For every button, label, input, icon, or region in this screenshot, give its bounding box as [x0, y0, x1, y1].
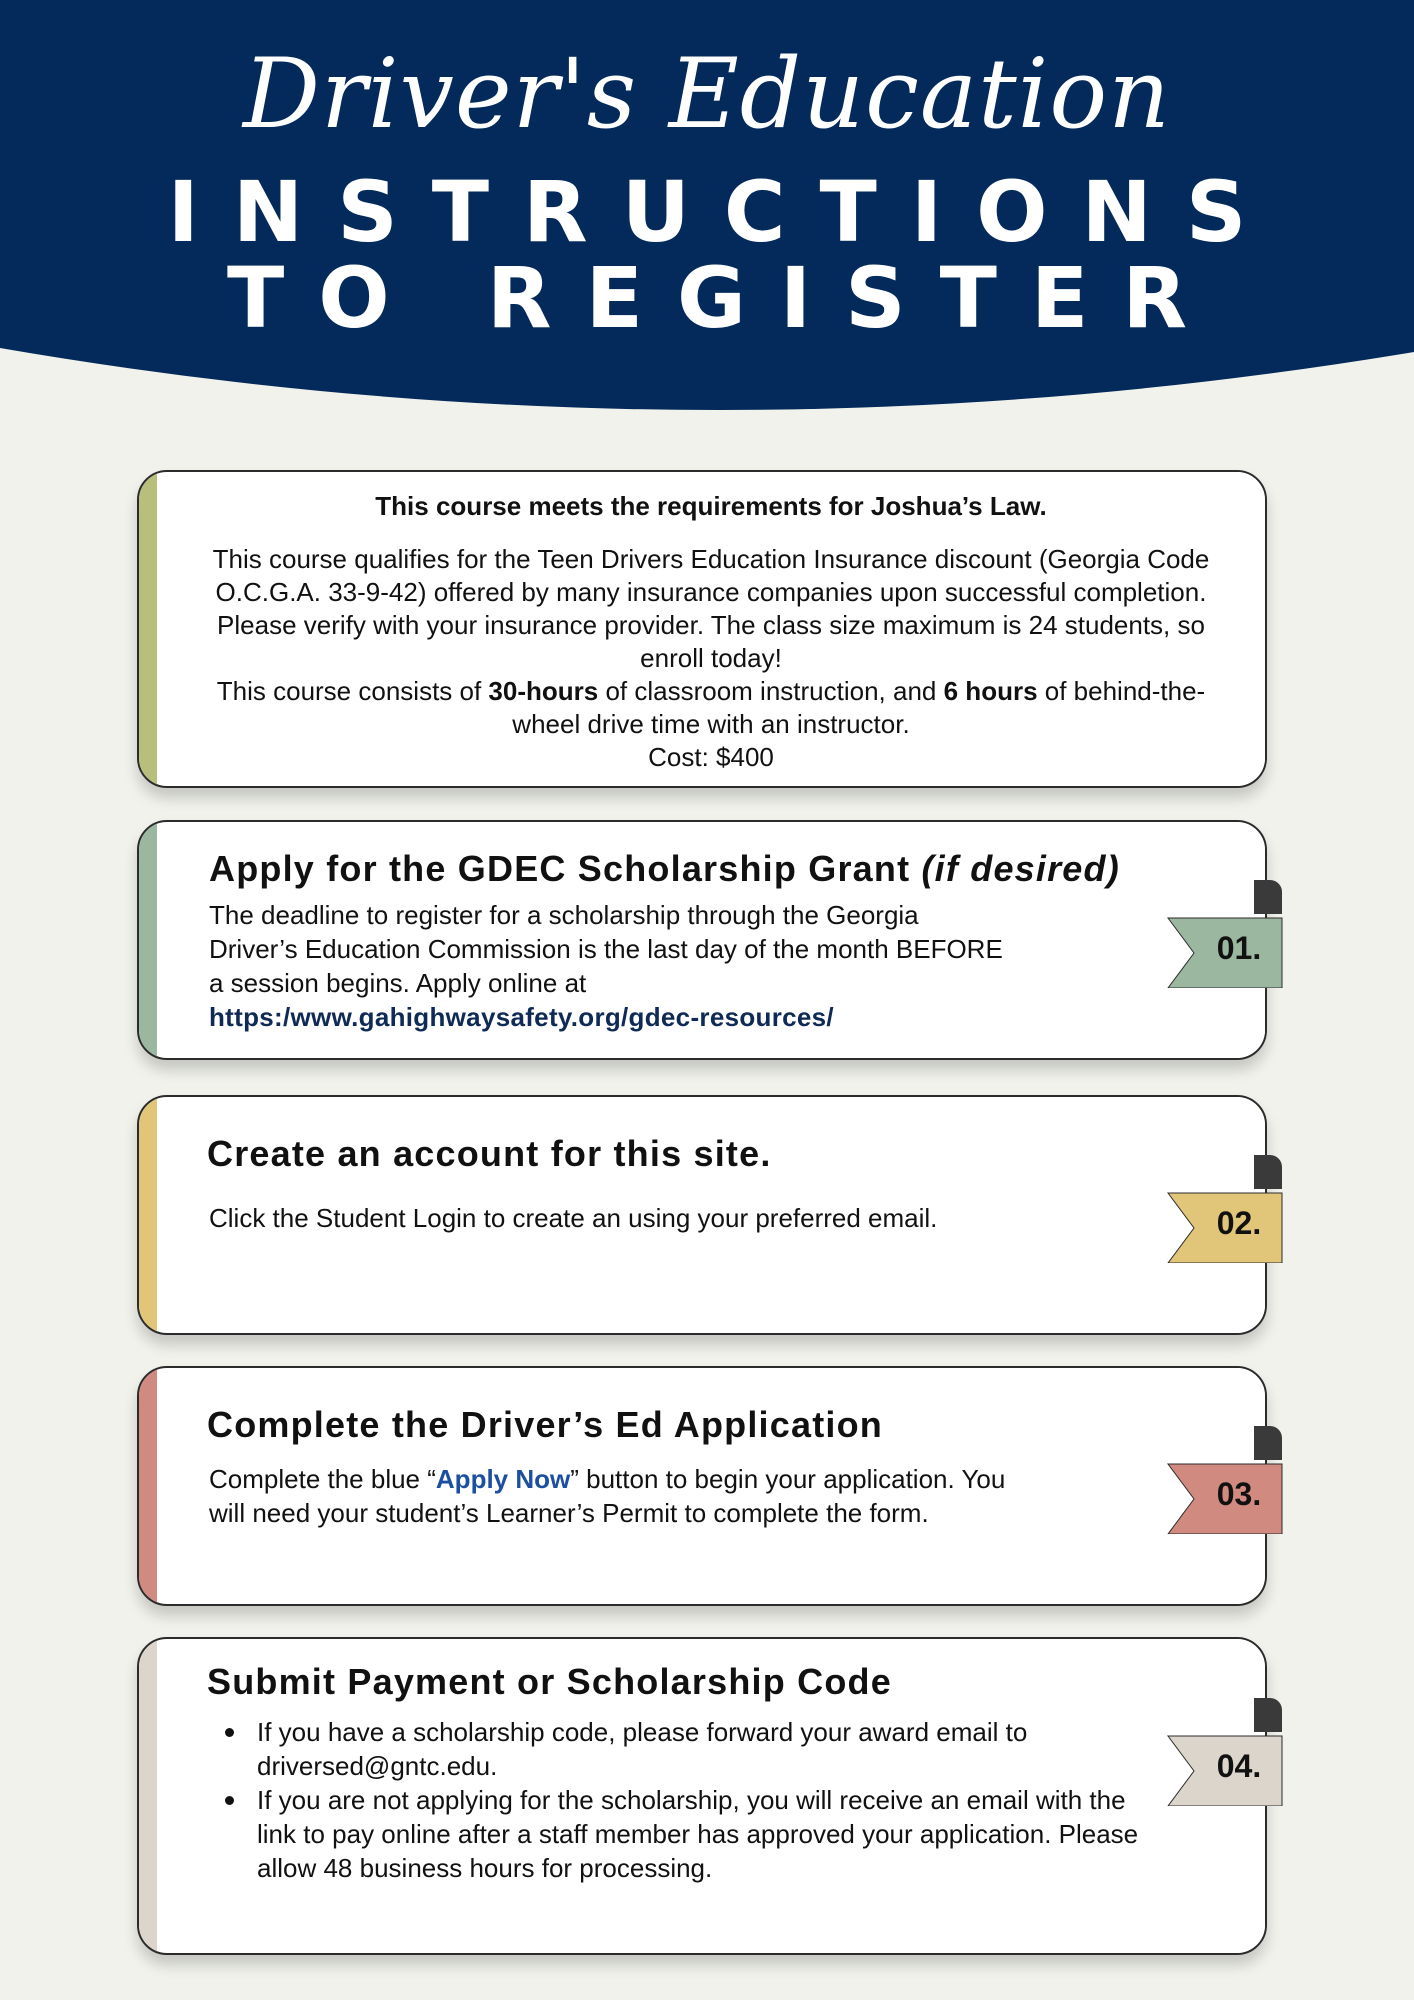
- step-card-1: [137, 820, 1267, 1060]
- card-accent-stripe: [139, 822, 157, 1058]
- intro-lead: This course meets the requirements for Joshua’s Law.: [375, 491, 1047, 521]
- card-body: [157, 822, 1265, 1058]
- bullet-text: If you are not applying for the scholarship, you will receive an email with the link to pay online after a staff member has approved your application. Please allow 48 business hours for processing.: [257, 1785, 1139, 1883]
- title-line-2: TO REGISTER: [226, 249, 1222, 347]
- text-span: This course consists of: [216, 676, 489, 706]
- step-2-title: Create an account for this site.: [207, 1133, 772, 1174]
- step-3-number-ribbon: [1154, 1424, 1284, 1534]
- step-2-number: 02.: [1216, 1205, 1262, 1241]
- step-card-3: [137, 1366, 1267, 1606]
- card-body: [157, 1368, 1265, 1604]
- list-item: [209, 1783, 1149, 1885]
- card-accent-stripe: [139, 1097, 157, 1333]
- bullet-icon: [225, 1796, 234, 1805]
- card-body: [157, 472, 1265, 786]
- step-4-bullets: [209, 1715, 1149, 1885]
- step-3-title: Complete the Driver’s Ed Application: [207, 1404, 883, 1445]
- step-1-number: 01.: [1216, 930, 1262, 966]
- card-accent-stripe: [139, 472, 157, 786]
- title-line-1: INSTRUCTIONS: [167, 163, 1281, 261]
- step-1-body: [209, 898, 1009, 1034]
- step-1-number-ribbon: [1154, 878, 1284, 988]
- step-2-body: Click the Student Login to create an using your preferred email.: [209, 1203, 938, 1233]
- card-body: [157, 1639, 1265, 1953]
- hours-drive: 6 hours: [943, 676, 1038, 706]
- bullet-icon: [225, 1728, 234, 1737]
- script-title: Driver's Education: [243, 38, 1171, 150]
- text-span: of classroom instruction, and: [598, 676, 944, 706]
- step-3-body: [209, 1462, 1009, 1530]
- list-item: [209, 1715, 1149, 1783]
- intro-paragraph-2: [187, 675, 1235, 741]
- card-body: [157, 1097, 1265, 1333]
- step-1-title: [209, 848, 1120, 890]
- gdec-resources-link[interactable]: https:/www.gahighwaysafety.org/gdec-resources/: [209, 1002, 834, 1032]
- apply-now-reference: Apply Now: [435, 1464, 571, 1494]
- card-accent-stripe: [139, 1639, 157, 1953]
- step-title-text: Apply for the GDEC Scholarship Grant: [209, 848, 922, 889]
- text-span: Complete the blue “: [209, 1464, 436, 1494]
- intro-card: [137, 470, 1267, 788]
- step-title-emphasis: (if desired): [921, 848, 1120, 889]
- step-4-number: 04.: [1216, 1748, 1262, 1784]
- step-1-text: The deadline to register for a scholarship through the Georgia Driver’s Education Commission is the last day of the month BEFORE a session begins. Apply online at: [209, 900, 1003, 998]
- intro-cost: Cost: $400: [648, 742, 774, 772]
- step-4-title: Submit Payment or Scholarship Code: [207, 1661, 892, 1702]
- bullet-text: If you have a scholarship code, please forward your award email to driversed@gntc.edu.: [257, 1717, 1028, 1781]
- text-span: of behind-the-wheel drive time with an instructor.: [512, 676, 1206, 739]
- text-span: ” button to begin your application. You will need your student’s Learner’s Permit to complete the form.: [209, 1464, 1006, 1528]
- step-2-number-ribbon: [1154, 1153, 1284, 1263]
- card-accent-stripe: [139, 1368, 157, 1604]
- step-4-number-ribbon: [1154, 1696, 1284, 1806]
- step-card-2: [137, 1095, 1267, 1335]
- step-3-number: 03.: [1216, 1476, 1262, 1512]
- intro-content: [187, 490, 1235, 774]
- step-4-body: [209, 1715, 1149, 1885]
- step-card-4: [137, 1637, 1267, 1955]
- intro-paragraph-1: This course qualifies for the Teen Drivers Education Insurance discount (Georgia Code O.C.G.A. 33-9-42) offered by many insurance companies upon successful completion. Please verify with your insurance provider. The class size maximum is 24 students, so enroll today!: [212, 544, 1210, 673]
- hours-classroom: 30-hours: [488, 676, 599, 706]
